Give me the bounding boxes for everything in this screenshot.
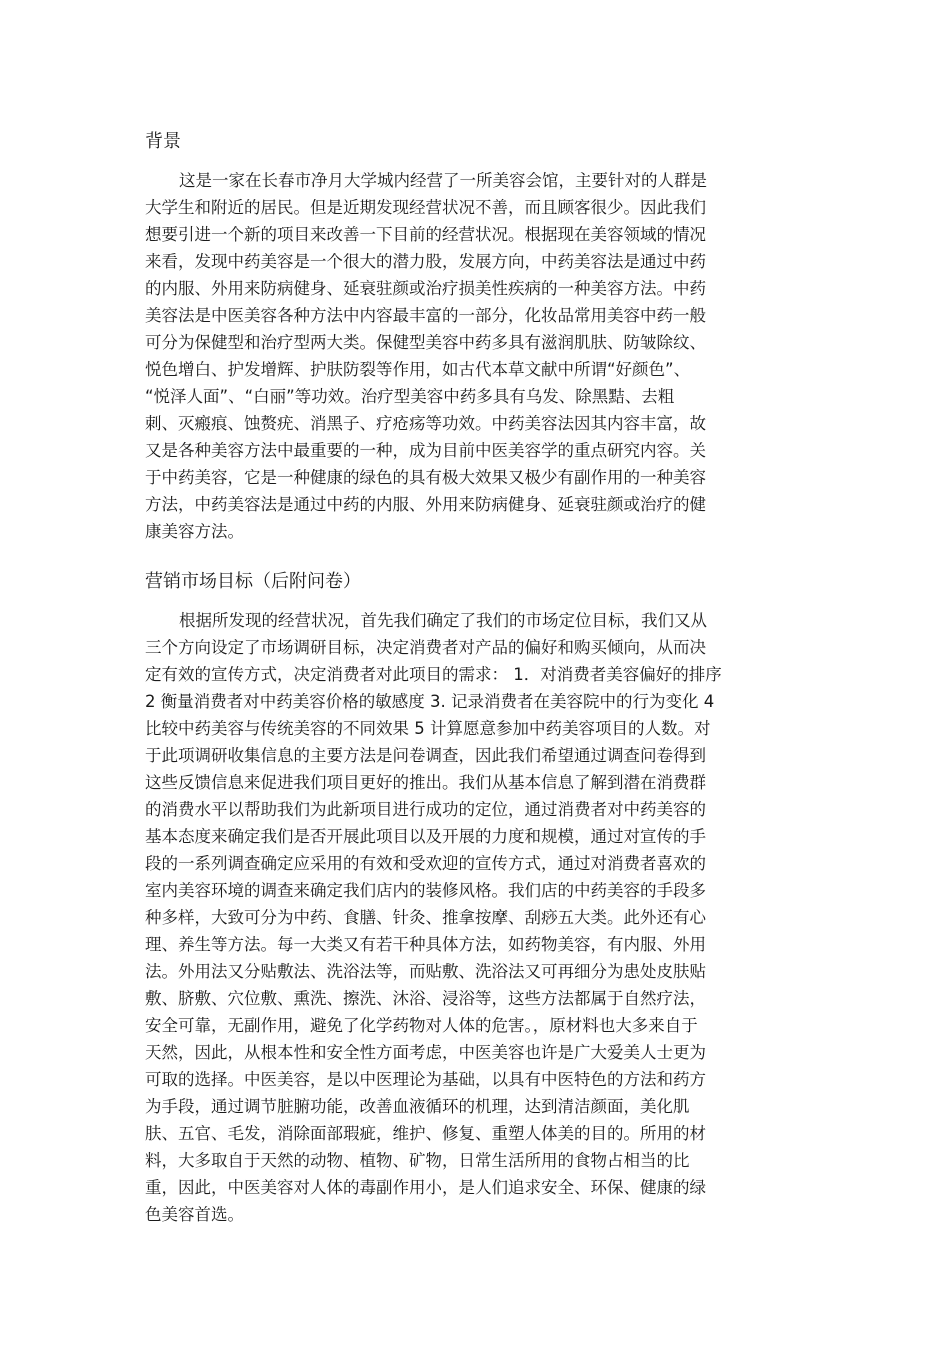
paragraph-line: 色美容首选。 [145, 1205, 244, 1224]
paragraph-line: 天然，因此，从根本性和安全性方面考虑，中医美容也许是广大爱美人士更为 [145, 1043, 706, 1062]
paragraph-line: 安全可靠，无副作用，避免了化学药物对人体的危害。，原材料也大多来自于 [145, 1016, 698, 1035]
paragraph-line: 敷、脐敷、穴位敷、熏洗、擦洗、沐浴、浸浴等，这些方法都属于自然疗法， [145, 989, 706, 1008]
paragraph-line: 又是各种美容方法中最重要的一种，成为目前中医美容学的重点研究内容。关 [145, 441, 706, 460]
paragraph-line: 大学生和附近的居民。但是近期发现经营状况不善，而且顾客很少。因此我们 [145, 198, 706, 217]
paragraph-line: 美容法是中医美容各种方法中内容最丰富的一部分，化妆品常用美容中药一般 [145, 306, 706, 325]
paragraph-line: 的消费水平以帮助我们为此新项目进行成功的定位，通过消费者对中药美容的 [145, 800, 706, 819]
paragraph-line: 定有效的宣传方式，决定消费者对此项目的需求： 1．对消费者美容偏好的排序 [145, 665, 722, 684]
paragraph-line: 康美容方法。 [145, 522, 244, 541]
paragraph-line: 种多样，大致可分为中药、食膳、针灸、推拿按摩、刮痧五大类。此外还有心 [145, 908, 706, 927]
paragraph-line: 悦色增白、护发增辉、护肤防裂等作用，如古代本草文献中所谓“好颜色”、 [145, 360, 691, 379]
paragraph-line: 刺、灭瘢痕、蚀赘疣、消黑子、疗疮疡等功效。中药美容法因其内容丰富，故 [145, 414, 706, 433]
paragraph-line: “悦泽人面”、“白丽”等功效。治疗型美容中药多具有乌发、除黑黠、去粗 [145, 387, 675, 406]
paragraph-line: 于此项调研收集信息的主要方法是问卷调查，因此我们希望通过调查问卷得到 [145, 746, 706, 765]
paragraph-line: 于中药美容，它是一种健康的绿色的具有极大效果又极少有副作用的一种美容 [145, 468, 706, 487]
paragraph-line: 为手段，通过调节脏腑功能，改善血液循环的机理，达到清洁颜面，美化肌 [145, 1097, 690, 1116]
paragraph-line: 方法，中药美容法是通过中药的内服、外用来防病健身、延衰驻颜或治疗的健 [145, 495, 706, 514]
paragraph-line: 根据所发现的经营状况，首先我们确定了我们的市场定位目标，我们又从 [179, 611, 707, 630]
paragraph-line: 比较中药美容与传统美容的不同效果 5 计算愿意参加中药美容项目的人数。对 [145, 719, 711, 738]
paragraph-line: 理、养生等方法。每一大类又有若干种具体方法，如药物美容，有内服、外用 [145, 935, 706, 954]
paragraph-line: 三个方向设定了市场调研目标，决定消费者对产品的偏好和购买倾向，从而决 [145, 638, 706, 657]
paragraph-line: 的内服、外用来防病健身、延衰驻颜或治疗损美性疾病的一种美容方法。中药 [145, 279, 706, 298]
paragraph-line: 重，因此，中医美容对人体的毒副作用小，是人们追求安全、环保、健康的绿 [145, 1178, 706, 1197]
paragraph-line: 想要引进一个新的项目来改善一下目前的经营状况。根据现在美容领域的情况 [145, 225, 706, 244]
paragraph-line: 料，大多取自于天然的动物、植物、矿物，日常生活所用的食物占相当的比 [145, 1151, 690, 1170]
paragraph-line: 这些反馈信息来促进我们项目更好的推出。我们从基本信息了解到潜在消费群 [145, 773, 706, 792]
paragraph-line: 段的一系列调查确定应采用的有效和受欢迎的宣传方式，通过对消费者喜欢的 [145, 854, 706, 873]
paragraph-line: 可分为保健型和治疗型两大类。保健型美容中药多具有滋润肌肤、防皱除纹、 [145, 333, 706, 352]
paragraph-line: 基本态度来确定我们是否开展此项目以及开展的力度和规模，通过对宣传的手 [145, 827, 706, 846]
section-title-background: 背景 [145, 131, 181, 152]
paragraph-line: 室内美容环境的调查来确定我们店内的装修风格。我们店的中药美容的手段多 [145, 881, 706, 900]
paragraph-line: 可取的选择。中医美容，是以中医理论为基础，以具有中医特色的方法和药方 [145, 1070, 706, 1089]
paragraph-line: 这是一家在长春市净月大学城内经营了一所美容会馆，主要针对的人群是 [179, 171, 707, 190]
paragraph-line: 2 衡量消费者对中药美容价格的敏感度 3. 记录消费者在美容院中的行为变化 4 [145, 692, 715, 711]
paragraph-line: 来看，发现中药美容是一个很大的潜力股，发展方向，中药美容法是通过中药 [145, 252, 706, 271]
paragraph-line: 肤、五官、毛发，消除面部瑕疵，维护、修复、重塑人体美的目的。所用的材 [145, 1124, 706, 1143]
section-title-marketing-goals: 营销市场目标（后附问卷） [145, 571, 361, 592]
paragraph-line: 法。外用法又分贴敷法、洗浴法等，而贴敷、洗浴法又可再细分为患处皮肤贴 [145, 962, 706, 981]
